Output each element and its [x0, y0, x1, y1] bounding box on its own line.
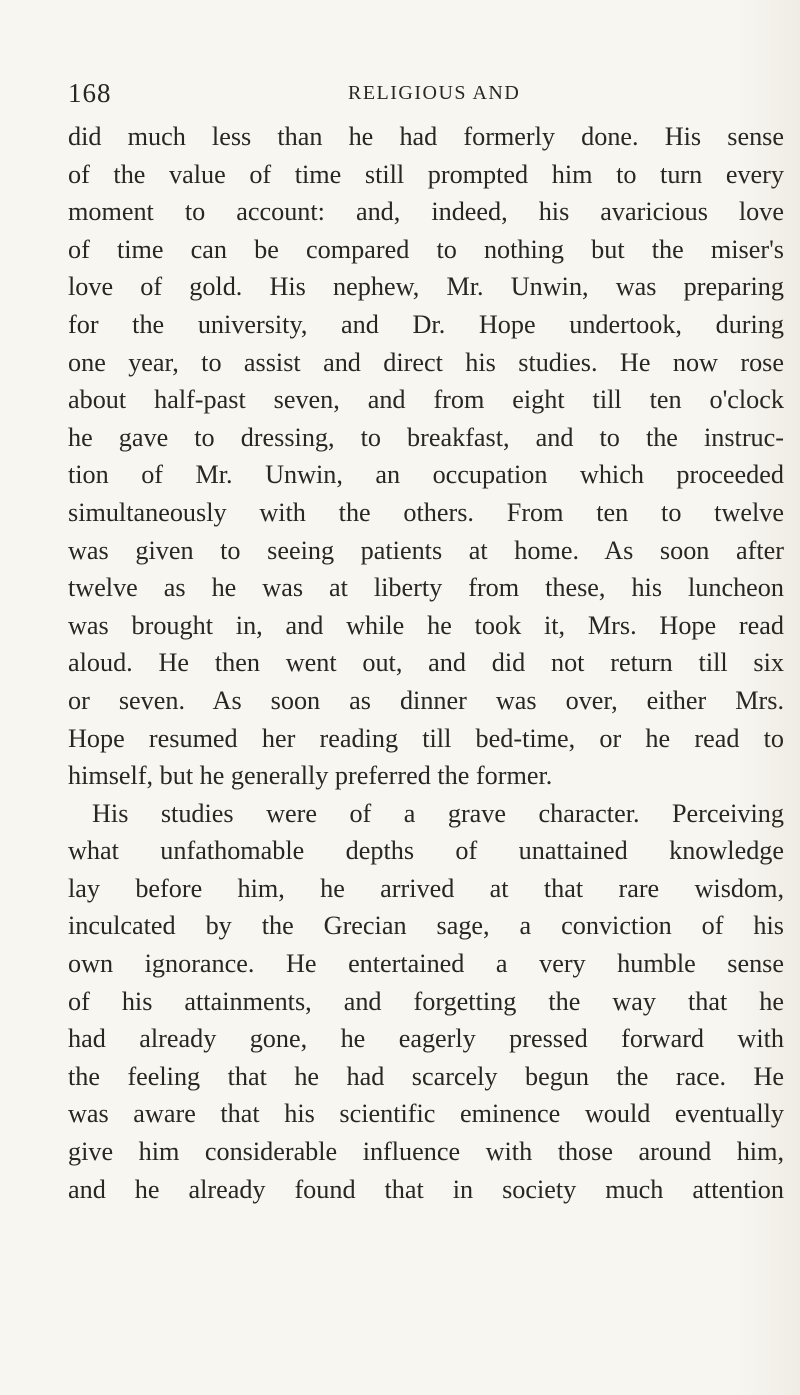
text-line: the feeling that he had scarcely begun the race. He: [68, 1061, 784, 1091]
text-line: His studies were of a grave character. Perceiving: [92, 798, 784, 828]
text-line: tion of Mr. Unwin, an occupation which proceeded: [68, 460, 784, 490]
text-line: himself, but he generally preferred the former.: [68, 761, 553, 791]
page-number: 168: [68, 78, 112, 108]
text-line: own ignorance. He entertained a very humble sense: [68, 949, 784, 979]
text-line: did much less than he had formerly done. His sense: [68, 122, 784, 151]
text-line: give him considerable influence with those around him,: [68, 1137, 784, 1167]
text-line: for the university, and Dr. Hope undertook, during: [68, 309, 784, 339]
text-line: had already gone, he eagerly pressed forward with: [68, 1024, 784, 1054]
text-line: was brought in, and while he took it, Mrs. Hope read: [68, 610, 784, 640]
text-line: love of gold. His nephew, Mr. Unwin, was preparing: [68, 272, 784, 302]
text-line: or seven. As soon as dinner was over, either Mrs.: [68, 685, 784, 715]
text-line: Hope resumed her reading till bed-time, or he read to: [68, 723, 784, 753]
text-line: simultaneously with the others. From ten to twelve: [68, 497, 784, 527]
running-head: [0, 78, 800, 112]
text-line: of the value of time still prompted him to turn every: [68, 159, 784, 189]
text-line: and he already found that in society much attention: [68, 1174, 784, 1204]
text-line: inculcated by the Grecian sage, a conviction of his: [68, 911, 784, 941]
text-line: moment to account: and, indeed, his avaricious love: [68, 197, 784, 227]
text-line: of time can be compared to nothing but the miser's: [68, 234, 784, 264]
running-title: RELIGIOUS AND: [348, 82, 521, 104]
text-line: aloud. He then went out, and did not return till six: [68, 648, 784, 678]
text-line: lay before him, he arrived at that rare wisdom,: [68, 873, 784, 903]
text-line: what unfathomable depths of unattained knowledge: [68, 836, 784, 866]
text-line: twelve as he was at liberty from these, his luncheon: [68, 573, 784, 603]
text-line: was aware that his scientific eminence would eventually: [68, 1099, 784, 1129]
text-line: one year, to assist and direct his studies. He now rose: [68, 347, 784, 377]
text-line: was given to seeing patients at home. As soon after: [68, 535, 784, 565]
text-line: about half-past seven, and from eight till ten o'clock: [68, 385, 784, 415]
text-line: he gave to dressing, to breakfast, and to the instruc-: [68, 422, 784, 452]
body-text: [68, 118, 784, 1208]
text-line: of his attainments, and forgetting the way that he: [68, 986, 784, 1016]
